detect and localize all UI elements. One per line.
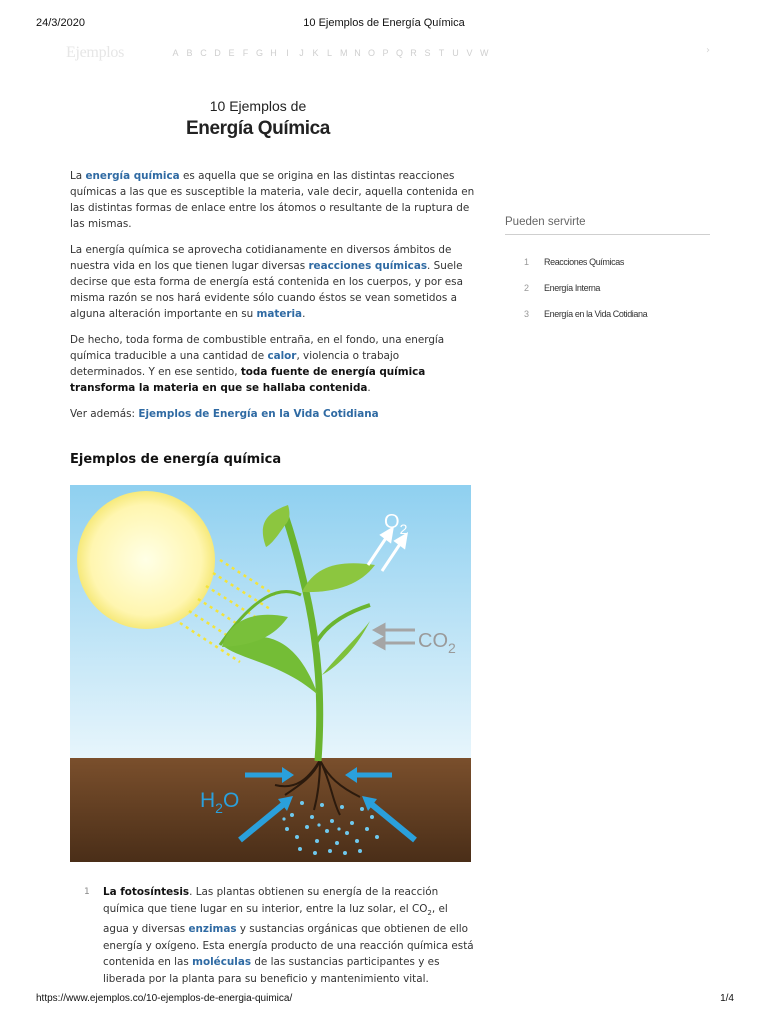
co2-symbol: CO	[418, 630, 448, 652]
text: , violencia o trabajo determinados. Y en ese sentido,	[70, 350, 400, 378]
print-date: 24/3/2020	[36, 17, 85, 29]
alphabet-nav	[172, 48, 487, 58]
related-item[interactable]	[505, 249, 710, 275]
sun-icon	[77, 491, 215, 629]
text: y sustancias orgánicas que obtienen de ello energía y oxígeno. Esta energía producto de una reacción química está contenida en las	[103, 923, 474, 969]
text: , el agua y diversas	[103, 902, 448, 936]
related-label[interactable]: Energía Interna	[544, 283, 601, 293]
article-body	[70, 168, 475, 432]
subscript: 2	[427, 908, 432, 917]
example-body	[103, 884, 475, 987]
related-label[interactable]: Energía en la Vida Cotidiana	[544, 309, 648, 319]
alphabet-letter[interactable]: W	[480, 48, 489, 58]
paragraph	[70, 242, 475, 322]
alphabet-letter[interactable]: S	[424, 48, 431, 58]
related-item[interactable]	[505, 301, 710, 327]
h2o-o: O	[222, 789, 240, 812]
alphabet-letter[interactable]: C	[200, 48, 207, 58]
alphabet-letter[interactable]: H	[270, 48, 277, 58]
text: La	[70, 170, 86, 182]
alphabet-letter[interactable]: Q	[396, 48, 404, 58]
h2o-h: H	[200, 789, 216, 812]
page-subtitle: 10 Ejemplos de	[209, 98, 307, 114]
h2o-subscript: 2	[215, 800, 223, 816]
alphabet-letter[interactable]: F	[242, 48, 249, 58]
text: es aquella que se origina en las distintas reacciones químicas a las que es susceptible la materia, vale decir, aquella contenida en las distintas formas de enlace entre los átomos o resultante de la ruptura de las mismas.	[70, 170, 475, 230]
photosynthesis-illustration	[70, 485, 471, 862]
alphabet-letter[interactable]: G	[256, 48, 264, 58]
alphabet-letter[interactable]: K	[312, 48, 319, 58]
text: de las sustancias participantes y es liberada por la planta para su beneficio y mantenimiento vital.	[103, 956, 440, 985]
alphabet-letter[interactable]: R	[410, 48, 417, 58]
see-also	[70, 406, 475, 422]
print-header	[0, 17, 768, 31]
alphabet-letter[interactable]: D	[214, 48, 221, 58]
alphabet-letter[interactable]: I	[286, 48, 289, 58]
link-moleculas[interactable]: moléculas	[192, 956, 252, 969]
o2-subscript: 2	[399, 521, 408, 537]
text: . Las plantas obtienen su energía de la reacción química que tiene lugar en su interior, entre la luz solar, el CO	[103, 886, 439, 915]
related-label[interactable]: Reacciones Químicas	[544, 257, 624, 267]
link-energia-quimica[interactable]: energía química	[85, 170, 180, 182]
related-list	[505, 249, 710, 327]
paragraph	[70, 168, 475, 232]
alphabet-letter[interactable]: L	[326, 48, 332, 58]
alphabet-letter[interactable]: B	[186, 48, 193, 58]
page-number: 1/4	[720, 993, 734, 1004]
sidebar-title: Pueden servirte	[505, 216, 710, 235]
text: De hecho, toda forma de combustible entraña, en el fondo, una energía química traducible a una cantidad de	[70, 334, 445, 362]
text: . Suele decirse que esta forma de energía está contenida en los cuerpos, y por esa misma razón se nos hará evidente sólo cuando éstos se vean sometidos a alguna alteración importante en su	[70, 260, 463, 320]
text: La energía química se aprovecha cotidianamente en diversos ámbitos de nuestra vida en los que tienen lugar diversas	[70, 244, 452, 272]
print-title: 10 Ejemplos de Energía Química	[303, 17, 465, 29]
related-number: 2	[524, 283, 530, 293]
related-number: 1	[524, 257, 530, 267]
related-number: 3	[524, 309, 530, 319]
alphabet-letter[interactable]: A	[172, 48, 179, 58]
bold-text: toda fuente de energía química transforma la materia en que se hallaba contenida	[70, 366, 426, 394]
example-number: 1	[84, 887, 90, 897]
alphabet-letter[interactable]: P	[382, 48, 389, 58]
link-materia[interactable]: materia	[256, 308, 303, 320]
examples-list	[70, 884, 475, 987]
site-logo[interactable]: Ejemplos	[66, 44, 125, 61]
alphabet-letter[interactable]: U	[452, 48, 459, 58]
see-also-label: Ver además:	[70, 408, 139, 420]
alphabet-letter[interactable]: J	[299, 48, 304, 58]
alphabet-letter[interactable]: M	[340, 48, 348, 58]
link-see-also[interactable]: Ejemplos de Energía en la Vida Cotidiana	[138, 408, 379, 420]
related-sidebar	[505, 216, 710, 327]
o2-symbol: O	[384, 511, 400, 533]
co2-subscript: 2	[448, 640, 456, 656]
link-reacciones-quimicas[interactable]: reacciones químicas	[308, 260, 428, 272]
chevron-icon[interactable]: ›	[706, 45, 710, 56]
alphabet-letter[interactable]: E	[228, 48, 235, 58]
example-item	[70, 884, 475, 987]
related-item[interactable]	[505, 275, 710, 301]
alphabet-letter[interactable]: V	[466, 48, 473, 58]
text: .	[367, 382, 371, 394]
site-navbar	[60, 40, 720, 66]
page-title: Energía Química	[186, 118, 330, 139]
text: .	[302, 308, 306, 320]
alphabet-letter[interactable]: T	[438, 48, 445, 58]
alphabet-letter[interactable]: O	[368, 48, 376, 58]
link-enzimas[interactable]: enzimas	[188, 923, 237, 936]
alphabet-letter[interactable]: N	[354, 48, 361, 58]
section-heading: Ejemplos de energía química	[70, 452, 282, 467]
example-title: La fotosíntesis	[103, 886, 190, 898]
link-calor[interactable]: calor	[267, 350, 297, 362]
paragraph	[70, 332, 475, 396]
page-url: https://www.ejemplos.co/10-ejemplos-de-energia-quimica/	[36, 993, 293, 1004]
